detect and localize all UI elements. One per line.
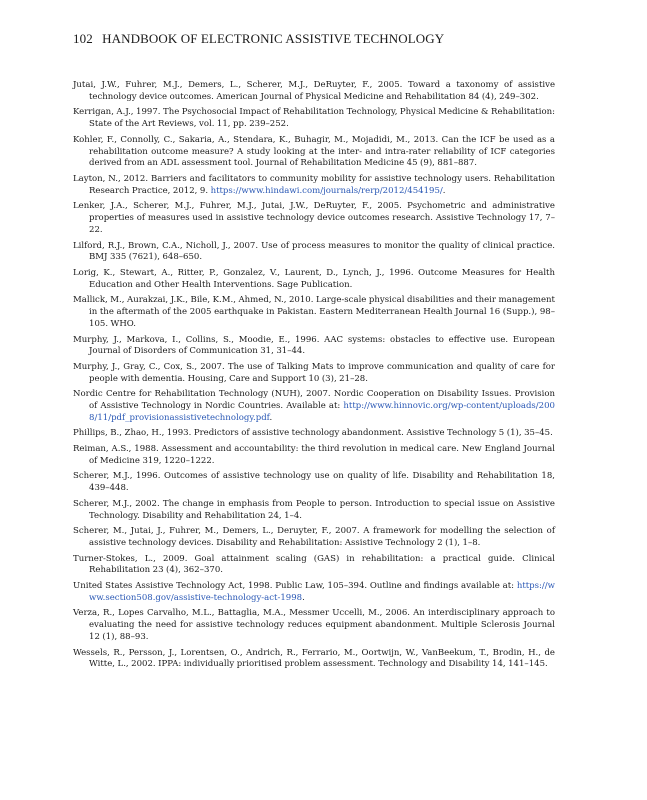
reference-text: Verza, R., Lopes Carvalho, M.L., Battaglia, M.A., Messmer Uccelli, M., 2006. An interdisciplinary approach to evaluating the need for assistive technology reduces equipment abandonment. Multiple Sclerosis Journal 12 (1), 88–93. bbox=[73, 608, 555, 643]
reference-entry bbox=[73, 648, 555, 672]
reference-text: Lilford, R.J., Brown, C.A., Nicholl, J., 2007. Use of process measures to monitor the quality of clinical practice. BMJ 335 (7621), 648–650. bbox=[73, 240, 555, 263]
reference-text: Scherer, M.J., 2002. The change in emphasis from People to person. Introduction to special issue on Assistive Technology. Disability and Rehabilitation 24, 1–4. bbox=[73, 498, 555, 521]
reference-text: Kohler, F., Connolly, C., Sakaria, A., Stendara, K., Buhagir, M., Mojadidi, M., 2013. Can the ICF be used as a rehabilitation outcome measure? A study looking at the inter- and intra-rater reliability of ICF categories derived from an ADL assessment tool. Journal of Rehabilitation Medicine 45 (9), 881–887. bbox=[73, 134, 555, 169]
reference-link[interactable]: https://www.hindawi.com/journals/rerp/2012/454195/ bbox=[210, 185, 443, 196]
reference-text: Scherer, M., Jutai, J., Fuhrer, M., Demers, L., Deruyter, F., 2007. A framework for modelling the selection of assistive technology devices. Disability and Rehabilitation: Assistive Technology 2 (1), 1–8. bbox=[73, 526, 555, 549]
reference-text: Wessels, R., Persson, J., Lorentsen, O., Andrich, R., Ferrario, M., Oortwijn, W., VanBeekum, T., Brodin, H., de Witte, L., 2002. IPPA: individually prioritised problem assessment. Technology and Disability 14, 141–145. bbox=[73, 647, 555, 670]
reference-list bbox=[73, 80, 555, 675]
reference-entry bbox=[73, 499, 555, 523]
reference-text: Kerrigan, A.J., 1997. The Psychosocial Impact of Rehabilitation Technology, Physical Medicine & Rehabilitation: State of the Art Reviews, vol. 11, pp. 239–252. bbox=[73, 107, 555, 130]
reference-entry bbox=[73, 608, 555, 643]
reference-entry bbox=[73, 526, 555, 550]
reference-entry bbox=[73, 135, 555, 170]
reference-entry bbox=[73, 268, 555, 292]
reference-entry bbox=[73, 389, 555, 424]
reference-link[interactable]: http://www.hinnovic.org/wp-content/uploads/2008/11/pdf_provisionassistivetechnology.pdf bbox=[89, 401, 555, 423]
reference-text: Phillips, B., Zhao, H., 1993. Predictors of assistive technology abandonment. Assistive Technology 5 (1), 35–45. bbox=[73, 428, 553, 439]
page-number: 102 bbox=[73, 31, 93, 46]
reference-text: Scherer, M.J., 1996. Outcomes of assistive technology use on quality of life. Disability and Rehabilitation 18, 439–448. bbox=[73, 471, 555, 494]
running-head bbox=[73, 31, 573, 47]
reference-entry bbox=[73, 554, 555, 578]
reference-text: Lorig, K., Stewart, A., Ritter, P., Gonzalez, V., Laurent, D., Lynch, J., 1996. Outcome Measures for Health Education and Other Health Interventions. Sage Publication. bbox=[73, 267, 555, 290]
reference-entry bbox=[73, 295, 555, 330]
reference-text: Layton, N., 2012. Barriers and facilitators to community mobility for assistive technology users. Rehabilitation Research Practice, 2012, 9. bbox=[73, 173, 555, 196]
reference-text: Murphy, J., Markova, I., Collins, S., Moodie, E., 1996. AAC systems: obstacles to effective use. European Journal of Disorders of Communication 31, 31–44. bbox=[73, 334, 555, 357]
reference-entry bbox=[73, 174, 555, 198]
reference-punctuation: . bbox=[302, 592, 305, 603]
reference-entry bbox=[73, 581, 555, 605]
reference-entry bbox=[73, 362, 555, 386]
reference-text: Nordic Centre for Rehabilitation Technology (NUH), 2007. Nordic Cooperation on Disability Issues. Provision of Assistive Technology in Nordic Countries. Available at: bbox=[73, 389, 555, 412]
reference-entry bbox=[73, 471, 555, 495]
reference-entry bbox=[73, 428, 555, 440]
reference-entry bbox=[73, 444, 555, 468]
reference-text: Turner-Stokes, L., 2009. Goal attainment scaling (GAS) in rehabilitation: a practical guide. Clinical Rehabilitation 23 (4), 362–370. bbox=[73, 553, 555, 576]
reference-entry bbox=[73, 201, 555, 236]
reference-entry bbox=[73, 335, 555, 359]
reference-text: Mallick, M., Aurakzai, J.K., Bile, K.M., Ahmed, N., 2010. Large-scale physical disabilities and their management in the aftermath of the 2005 earthquake in Pakistan. Eastern Mediterranean Health Journal 16 (Supp.), 98–105. WHO. bbox=[73, 295, 555, 329]
reference-entry bbox=[73, 241, 555, 265]
reference-text: Lenker, J.A., Scherer, M.J., Fuhrer, M.J., Jutai, J.W., DeRuyter, F., 2005. Psychometric and administrative properties of measures used in assistive technology device outcomes research. Assistive Technology 17, 7–22. bbox=[73, 201, 555, 235]
book-title: HANDBOOK OF ELECTRONIC ASSISTIVE TECHNOLOGY bbox=[102, 31, 445, 46]
reference-entry bbox=[73, 80, 555, 104]
reference-punctuation: . bbox=[442, 185, 446, 196]
reference-text: Reiman, A.S., 1988. Assessment and accountability: the third revolution in medical care. New England Journal of Medicine 319, 1220–1222. bbox=[73, 444, 555, 466]
reference-punctuation: . bbox=[269, 412, 273, 423]
reference-entry bbox=[73, 107, 555, 131]
reference-text: Jutai, J.W., Fuhrer, M.J., Demers, L., Scherer, M.J., DeRuyter, F., 2005. Toward a taxonomy of assistive technology device outcomes. American Journal of Physical Medicine and Rehabilitation 84 (4), 249–302. bbox=[73, 80, 555, 102]
reference-link[interactable]: https://www.section508.gov/assistive-technology-act-1998 bbox=[89, 581, 555, 603]
reference-text: Murphy, J., Gray, C., Cox, S., 2007. The use of Talking Mats to improve communication and quality of care for people with dementia. Housing, Care and Support 10 (3), 21–28. bbox=[73, 361, 555, 384]
reference-text: United States Assistive Technology Act, 1998. Public Law, 105–394. Outline and findings available at: bbox=[73, 581, 517, 592]
